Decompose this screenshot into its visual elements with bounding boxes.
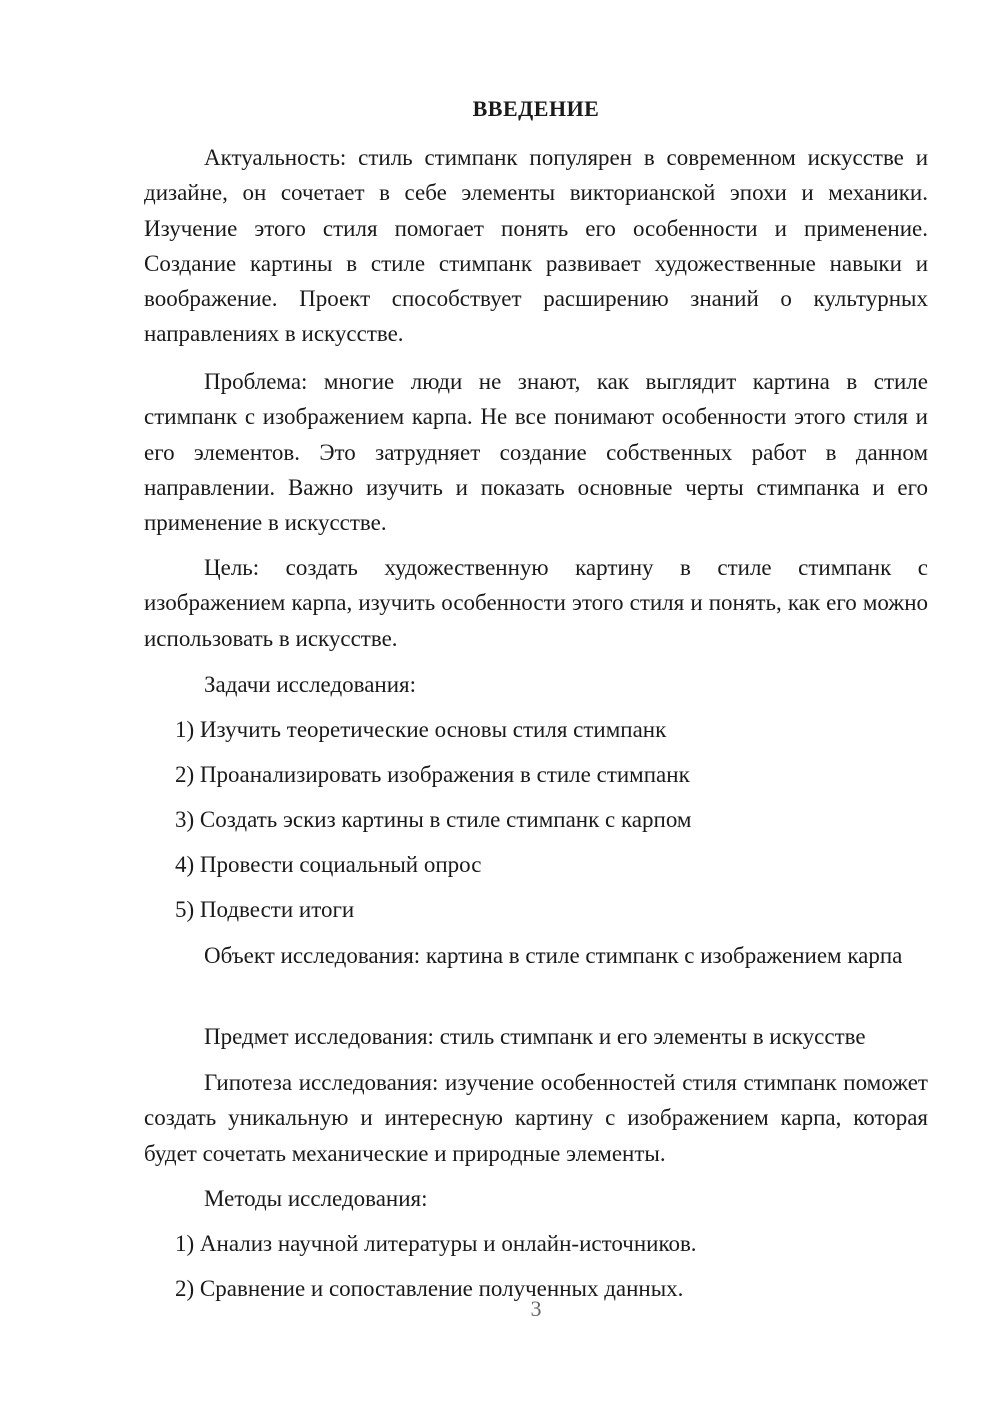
task-item: 1) Изучить теоретические основы стиля стимпанк (175, 717, 667, 742)
methods-title: Методы исследования: (204, 1186, 428, 1211)
paragraph-object: Объект исследования: картина в стиле стимпанк с изображением карпа (204, 943, 903, 968)
method-item: 1) Анализ научной литературы и онлайн-источников. (175, 1231, 697, 1256)
method-item: 2) Сравнение и сопоставление полученных данных. (175, 1276, 684, 1301)
tasks-title: Задачи исследования: (204, 672, 417, 697)
paragraph-goal: Цель: создать художественную картину в стиле стимпанк с изображением карпа, изучить особенности этого стиля и понять, как его можно использовать в искусстве. (144, 555, 928, 651)
task-item: 5) Подвести итоги (175, 897, 355, 922)
page-number: 3 (530, 1296, 542, 1321)
paragraph-hypothesis: Гипотеза исследования: изучение особенностей стиля стимпанк поможет создать уникальную и интересную картину с изображением карпа, которая будет сочетать механические и природные элементы. (144, 1070, 928, 1166)
paragraph-relevance: Актуальность: стиль стимпанк популярен в современном искусстве и дизайне, он сочетает в себе элементы викторианской эпохи и механики. Изучение этого стиля помогает понять его особенности и применение. Создание картины в стиле стимпанк развивает художественные навыки и воображение. Проект способствует расширению знаний о культурных направлениях в искусстве. (144, 145, 928, 347)
paragraph-subject: Предмет исследования: стиль стимпанк и его элементы в искусстве (204, 1024, 866, 1049)
section-heading: ВВЕДЕНИЕ (472, 96, 600, 121)
task-item: 3) Создать эскиз картины в стиле стимпанк с карпом (175, 807, 692, 832)
paragraph-problem: Проблема: многие люди не знают, как выглядит картина в стиле стимпанк с изображением карпа. Не все понимают особенности этого стиля и его элементов. Это затрудняет создание собственных работ в данном направлении. Важно изучить и показать основные черты стимпанка и его применение в искусстве. (144, 369, 928, 536)
task-item: 4) Провести социальный опрос (175, 852, 482, 877)
task-item: 2) Проанализировать изображения в стиле стимпанк (175, 762, 690, 787)
